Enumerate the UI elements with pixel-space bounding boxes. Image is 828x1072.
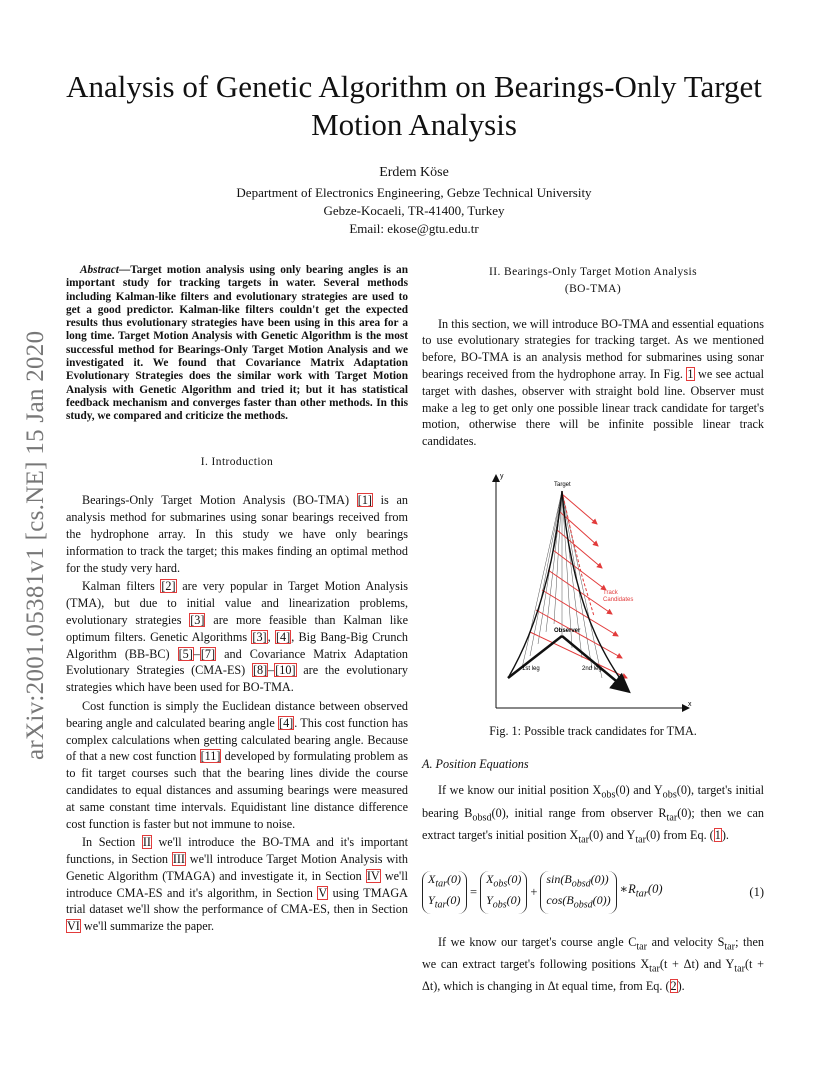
leg2-label: 2nd leg <box>582 665 602 672</box>
bo-tma-paragraph-1: In this section, we will introduce BO-TMA and essential equations to use evolutionary strategies for tracking target. As we mentioned before, BO-TMA is an analysis method for submarines using sonar bearings received from the hydrophone array. In Fig. 1 we see actual target with dashes, observer with straight bold line. Observer must make a leg to get only one possible linear track candidate for target's motion, otherwise there will be infinite possible linear track candidates. <box>422 316 764 449</box>
equation-observer-vector: $X_{obs}(0)$ $Y_{obs}(0)$ <box>480 871 527 914</box>
equation-number: (1) <box>749 885 764 900</box>
observer-label: Observer <box>554 627 581 634</box>
right-column <box>422 264 764 995</box>
left-column <box>66 264 408 935</box>
actual-target-track <box>562 491 594 616</box>
subsection-heading-position-equations: A. Position Equations <box>422 756 529 771</box>
intro-paragraph-2: Kalman filters [2] are very popular in Target Motion Analysis (TMA), but due to initial value and linearization problems, evolutionary strategies [3] are more feasible than Kalman like optimum filters. Genetic Algorithms [3], [4], Big Bang-Big Crunch Algorithm (BB-BC) [5]–[7] and Covariance Matrix Adaptation Evolutionary Strategies (CMA-ES) [8]–[10] are the evolutionary strategies which have been used for BO-TMA. <box>66 579 408 695</box>
section-heading-introduction: I. Introduction <box>200 455 274 468</box>
author-department: Department of Electronics Engineering, Gebze Technical University <box>236 185 592 200</box>
position-paragraph-1: If we know our initial position $X_{obs}(0)$ and $Y_{obs}(0)$, target's initial bearing $B_{obsd}(0)$, initial range from observer $R_{tar}(0)$; then we can extract target's initial position $X_{tar}(0)$ and $Y_{tar}(0)$ from Eq. (1). <box>422 783 764 846</box>
section-link[interactable]: II <box>142 835 151 850</box>
author-address: Gebze-Kocaeli, TR-41400, Turkey <box>323 203 505 218</box>
target-label: Target <box>554 481 571 488</box>
section-link[interactable]: III <box>172 852 185 867</box>
citation-link[interactable]: [3] <box>252 629 267 644</box>
citation-link[interactable]: [2] <box>161 579 176 594</box>
citation-link[interactable]: [7] <box>200 646 216 661</box>
citation-link[interactable]: [3] <box>190 612 205 627</box>
section-link[interactable]: VI <box>67 919 80 934</box>
x-axis-label: x <box>688 700 692 708</box>
citation-link[interactable]: [5] <box>178 646 193 661</box>
leg1-label: 1st leg <box>522 665 540 672</box>
equation-lhs-vector: $X_{tar}(0)$ $Y_{tar}(0)$ <box>422 871 467 914</box>
y-axis-label: y <box>500 472 504 480</box>
citation-link[interactable]: [8] <box>252 663 268 678</box>
citation-link[interactable]: [4] <box>279 715 294 730</box>
paper-title: Analysis of Genetic Algorithm on Bearings-Only Target Motion Analysis <box>66 69 762 142</box>
section-heading-bo-tma: II. Bearings-Only Target Motion Analysis <box>488 266 697 278</box>
citation-link[interactable]: [11] <box>200 749 221 764</box>
intro-paragraph-3: Cost function is simply the Euclidean distance between observed bearing angle and calculated bearing angle [4]. This cost function has complex calculations when getting calculated bearing angle. Because of that a new cost function [11] developed by formulating problem as to fit target courses such that the bearing lines divide the course candidates to equal distances and assuming bearings were measured at same constant time intervals. Equidistant line distance difference cost function is faster but not immune to noise. <box>66 698 409 831</box>
equation-1: $X_{tar}(0)$ $Y_{tar}(0)$ = $X_{obs}(0)$ $Y_{obs}(0)$ + $\sin(B_{obsd}(0))$ $\cos(B_{obsd}(0))$ $∗R_{tar}(0)$ (1) <box>422 871 764 914</box>
author-name: Erdem Köse <box>379 165 449 180</box>
equation-link[interactable]: 1 <box>714 827 721 842</box>
intro-paragraph-1: Bearings-Only Target Motion Analysis (BO-TMA) [1] is an analysis method for submarines using sonar bearings received from the hydrophone array. In this study we have only bearings information to track the target; this makes finding an optimal method for the study very hard. <box>66 493 408 575</box>
citation-link[interactable]: [4] <box>275 629 291 644</box>
citation-link[interactable]: [10] <box>275 663 296 678</box>
figure-link[interactable]: 1 <box>687 366 694 381</box>
abstract-label: Abstract <box>80 264 119 276</box>
figure-track-candidates <box>422 466 764 716</box>
abstract <box>66 264 408 424</box>
intro-paragraph-4: In Section II we'll introduce the BO-TMA and it's important functions, in Section III we'll introduce Target Motion Analysis with Genetic Algorithm (TMAGA) and investigate it, in Section IV we'll introduce CMA-ES and it's algorithm, in Section V using TMAGA trial dataset we'll show the performance of CMA-ES, then in Section VI we'll summarize the paper. <box>66 835 409 934</box>
section-link[interactable]: IV <box>366 868 380 883</box>
author-email: Email: ekose@gtu.edu.tr <box>349 221 479 236</box>
left-cone-edge <box>508 491 562 678</box>
abstract-text: —Target motion analysis using only bearing angles is an important study for tracking targets in water. Several methods including Kalman-like filters and evolutionary strategies are used to get a good predictor. Kalman-like filters couldn't get the expected results thus evolutionary strategies have been using in this area for a long time. Target Motion Analysis with Genetic Algorithm is the most successful method for Bearings-Only Target Motion Analysis and we investigated it. We found that Covariance Matrix Adaptation Evolutionary Strategies does the similar work with Target Motion Analysis with Genetic Algorithm and tried it; but it has statistical feedback mechanism and converges faster than other methods. In this study, we compared and criticize the methods. <box>66 264 408 423</box>
position-paragraph-2: If we know our target's course angle $C_{tar}$ and velocity $S_{tar}$; then we can extract target's following positions $X_{tar}(t + \Delta t)$ and $Y_{tar}(t + \Delta t)$, which is changing in Δt equal time, from Eq. (2). <box>422 934 764 994</box>
figure-caption: Fig. 1: Possible track candidates for TMA. <box>489 723 697 738</box>
track-candidates-label-line2: Candidates <box>603 596 634 603</box>
section-link[interactable]: V <box>318 885 328 900</box>
section-heading-bo-tma-abbrev: (BO-TMA) <box>564 282 622 295</box>
arxiv-identifier: arXiv:2001.05381v1 [cs.NE] 15 Jan 2020 <box>22 330 49 760</box>
citation-link[interactable]: [1] <box>357 493 372 508</box>
track-candidates-label-line1: Track <box>603 589 618 596</box>
equation-bearing-vector: $\sin(B_{obsd}(0))$ $\cos(B_{obsd}(0))$ <box>540 871 616 914</box>
bearing-lines <box>522 491 602 678</box>
equation-link[interactable]: 2 <box>670 979 677 994</box>
author-block <box>60 164 768 238</box>
